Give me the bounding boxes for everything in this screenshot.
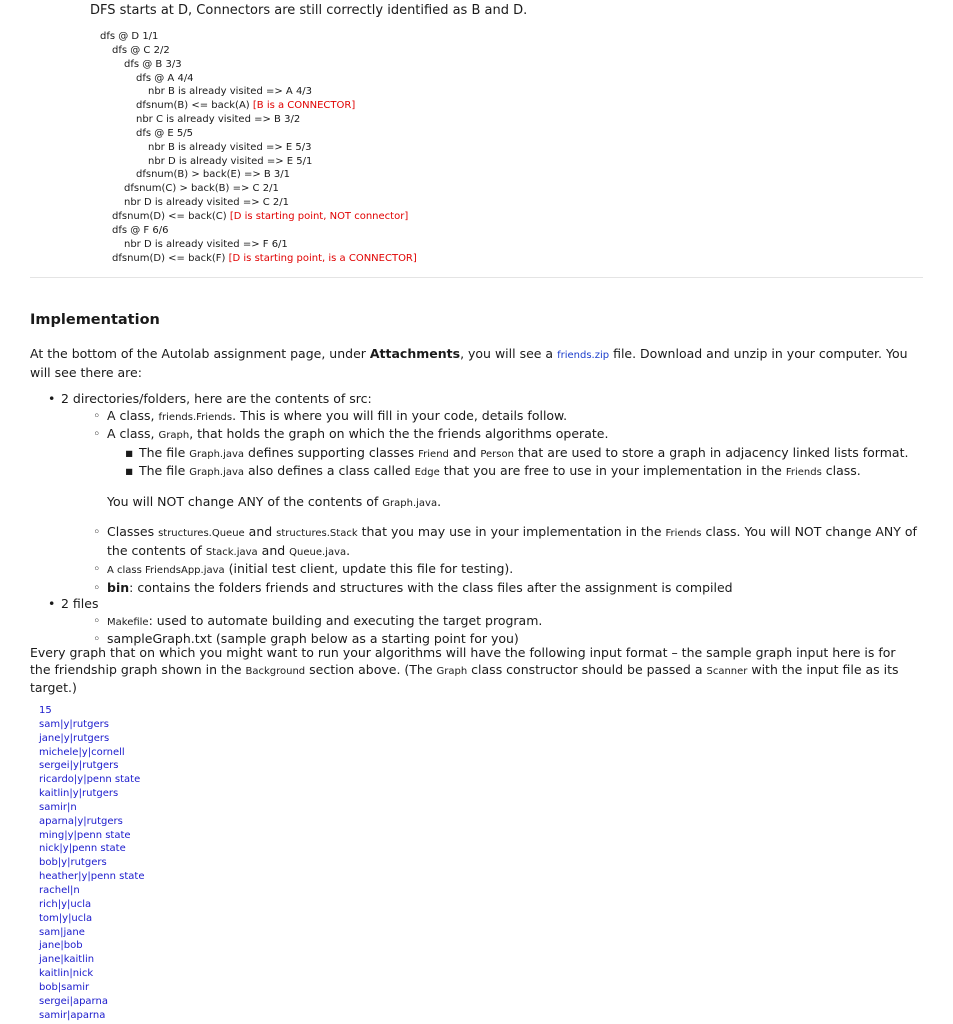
graph-line: 15 <box>39 705 52 716</box>
trace-line: dfsnum(B) > back(E) => B 3/1 <box>136 169 291 181</box>
trace-line: dfs @ B 3/3 <box>124 58 182 70</box>
graph-line: heather|y|penn state <box>39 871 145 883</box>
attachments-label: Attachments <box>369 346 461 361</box>
graph-note: You will NOT change ANY of the contents of Graph.java. <box>107 493 442 509</box>
graph-line: aparna|y|rutgers <box>39 815 123 827</box>
list-item: ◦ A class, friends.Friends. This is where you will fill in your code, details follow. <box>93 408 918 427</box>
trace-annotation: [D is starting point, NOT connector] <box>229 210 409 222</box>
list-item: • 2 directories/folders, here are the contents of src: ◦ A class, friends.Friends. This is where you will fill in your code, details follow. ◦ A class, Graph, that holds the graph on which the the friends algorithms operate. ▪ The file Graph.java defines supporting classes Friend and Person that are used to store a graph in adjacency linked lists format. ▪ The file Graph.java also defines a class called Edge that you are free to use in your implementation in the Friends class. You will NOT change ANY of the contents of Graph.java. ◦ Classes structures.Queue and structures.Stack that you may use in your implementation in the Friends class. You will NOT change ANY of the contents of Stack.java and Queue.java. ◦ A class FriendsApp.java (initial test client, update this file for testing). ◦ bin: contains the folders friends and structures with the class files after the assignment is compiled <box>48 391 918 596</box>
list-item: • 2 files ◦ Makefile: used to automate building and executing the target program. ◦ sampleGraph.txt (sample graph below as a starting point for you) <box>48 596 918 648</box>
dfs-trace <box>100 30 417 265</box>
section-divider <box>30 277 923 278</box>
trace-line: dfs @ A 4/4 <box>136 72 194 84</box>
sample-graph-listing <box>39 704 144 1022</box>
graph-line: jane|bob <box>39 940 83 952</box>
list-item: ◦ A class, Graph, that holds the graph on which the the friends algorithms operate. ▪ The file Graph.java defines supporting classes Friend and Person that are used to store a graph in adjacency linked lists format. ▪ The file Graph.java also defines a class called Edge that you are free to use in your implementation in the Friends class. <box>93 426 918 482</box>
graph-line: nick|y|penn state <box>39 843 126 855</box>
graph-line: jane|y|rutgers <box>39 732 110 744</box>
trace-line: nbr D is already visited => C 2/1 <box>124 197 290 209</box>
intro-text: DFS starts at D, Connectors are still correctly identified as B and D. <box>90 3 528 18</box>
graph-line: samir|n <box>39 801 77 813</box>
graph-line: rachel|n <box>39 884 80 896</box>
trace-line: dfs @ E 5/5 <box>136 127 194 139</box>
trace-annotation: [B is a CONNECTOR] <box>252 100 356 112</box>
graph-line: jane|kaitlin <box>39 954 95 966</box>
graph-line: kaitlin|y|rutgers <box>39 788 119 800</box>
trace-line: nbr C is already visited => B 3/2 <box>136 114 301 126</box>
list-item: ◦ bin: contains the folders friends and structures with the class files after the assignment is compiled <box>93 580 918 597</box>
trace-line: nbr B is already visited => E 5/3 <box>148 141 312 153</box>
trace-annotation: [D is starting point, is a CONNECTOR] <box>228 252 417 264</box>
graph-line: rich|y|ucla <box>39 898 92 910</box>
list-item: ◦ A class FriendsApp.java (initial test client, update this file for testing). <box>93 561 918 580</box>
contents-list <box>48 391 918 648</box>
graph-line: bob|y|rutgers <box>39 857 107 869</box>
friends-zip-link[interactable]: friends.zip <box>557 350 610 361</box>
list-item: ▪ The file Graph.java defines supporting classes Friend and Person that are used to store a graph in adjacency linked lists format. <box>125 445 918 464</box>
list-item: ◦ Classes structures.Queue and structures.Stack that you may use in your implementation in the Friends class. You will NOT change ANY of the contents of Stack.java and Queue.java. <box>93 524 918 561</box>
trace-line: dfsnum(C) > back(B) => C 2/1 <box>124 183 279 195</box>
graph-line: sam|y|rutgers <box>39 718 109 730</box>
graph-line: sergei|aparna <box>39 995 108 1007</box>
graph-line: ricardo|y|penn state <box>39 774 141 786</box>
graph-line: kaitlin|nick <box>39 968 94 980</box>
list-item: ◦ Makefile: used to automate building and executing the target program. <box>93 613 918 632</box>
graph-line: sergei|y|rutgers <box>39 760 119 772</box>
list-item: ◦ sampleGraph.txt (sample graph below as a starting point for you) <box>93 631 918 648</box>
trace-line: dfs @ D 1/1 <box>100 31 159 42</box>
trace-line: dfs @ C 2/2 <box>112 44 170 56</box>
graph-line: ming|y|penn state <box>39 829 131 841</box>
trace-line: nbr B is already visited => A 4/3 <box>148 86 313 98</box>
graph-line: sam|jane <box>39 926 85 938</box>
trace-line: dfsnum(D) <= back(F) [D is starting point, is a CONNECTOR] <box>112 252 417 264</box>
list-item: ▪ The file Graph.java also defines a class called Edge that you are free to use in your implementation in the Friends class. <box>125 463 918 482</box>
graph-line: tom|y|ucla <box>39 912 93 924</box>
trace-line: nbr D is already visited => F 6/1 <box>124 238 288 250</box>
graph-line: samir|aparna <box>39 1009 106 1021</box>
graph-line: michele|y|cornell <box>39 746 125 758</box>
trace-line: dfsnum(B) <= back(A) [B is a CONNECTOR] <box>136 100 356 112</box>
attachments-paragraph: At the bottom of the Autolab assignment page, under Attachments, you will see a friends.zip file. Download and unzip in your computer. You will see there are: <box>30 346 908 380</box>
section-heading: Implementation <box>30 312 160 328</box>
graph-line: bob|samir <box>39 981 90 993</box>
input-format-paragraph: Every graph that on which you might want to run your algorithms will have the following input format – the sample graph input here is for the friendship graph shown in the Background section above. (The Graph class constructor should be passed a Scanner with the input file as its target.) <box>30 645 899 695</box>
trace-line: nbr D is already visited => E 5/1 <box>148 155 313 167</box>
trace-line: dfsnum(D) <= back(C) [D is starting point, NOT connector] <box>112 210 409 222</box>
trace-line: dfs @ F 6/6 <box>112 224 169 236</box>
